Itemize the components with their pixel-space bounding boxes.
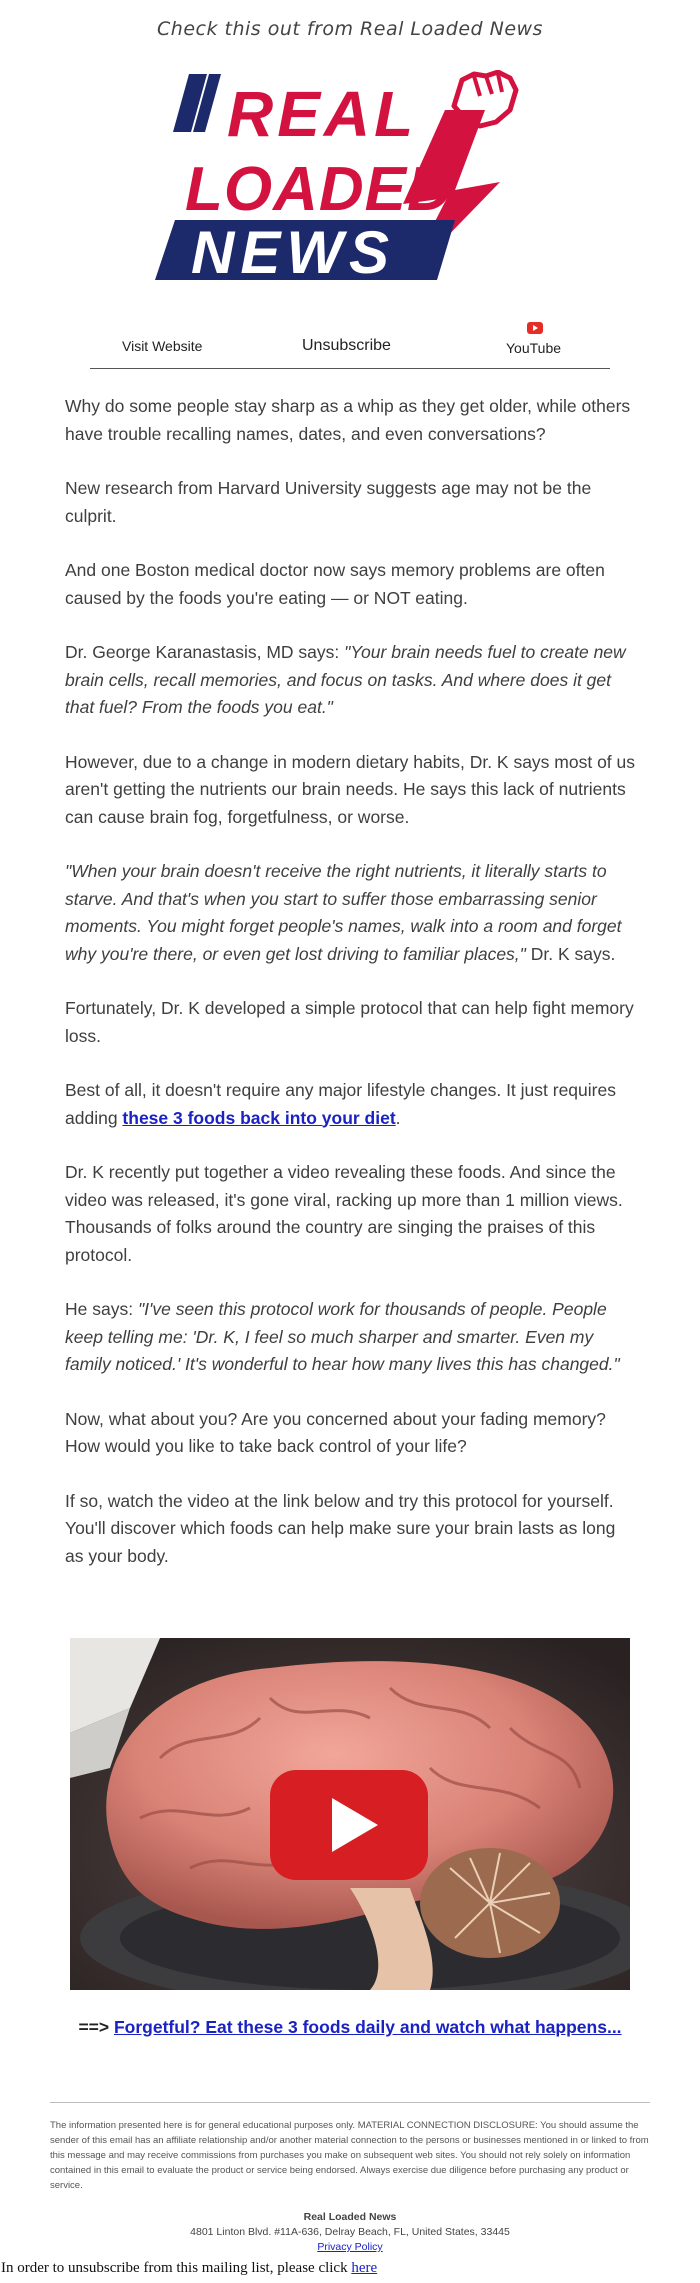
article-paragraph: And one Boston medical doctor now says memory problems are often caused by the foods you're eating — or NOT eating. xyxy=(65,560,605,608)
doctor-quote: "I've seen this protocol work for thousands of people. People keep telling me: 'Dr. K, I feel so much sharper and smarter. Even my family noticed.' It's wonderful to hear how many lives this has changed." xyxy=(65,1299,620,1374)
article-paragraph: Why do some people stay sharp as a whip as they get older, while others have trouble recalling names, dates, and even conversations? xyxy=(65,396,631,444)
youtube-icon[interactable] xyxy=(527,322,543,334)
logo-graphic xyxy=(155,70,535,290)
video-link[interactable]: Forgetful? Eat these 3 foods daily and watch what happens... xyxy=(113,2017,622,2037)
footer-divider xyxy=(50,2102,650,2103)
article-paragraph: Dr. K recently put together a video revealing these foods. And since the video was released, it's gone viral, racking up more than 1 million views. Thousands of folks around the country are singing the praises of this protocol. xyxy=(65,1162,623,1265)
company-name: Real Loaded News xyxy=(303,2211,397,2223)
article-paragraph xyxy=(65,1077,635,1132)
unsubscribe-link[interactable]: Unsubscribe xyxy=(302,337,391,354)
play-button-icon xyxy=(270,1770,428,1880)
video-cta xyxy=(65,2017,635,2038)
quote-attribution: Dr. George Karanastasis, MD says: xyxy=(65,642,345,662)
raised-fist-icon xyxy=(454,72,516,126)
article-paragraph: Now, what about you? Are you concerned about your fading memory? How would you like to take back control of your life? xyxy=(65,1408,606,1456)
article-body xyxy=(65,393,635,1597)
article-paragraph xyxy=(65,1296,635,1379)
doctor-quote: "Your brain needs fuel to create new brain cells, recall memories, and focus on tasks. And where does it get that fuel? From the foods you eat." xyxy=(65,642,626,717)
unsubscribe-here-link[interactable]: here xyxy=(351,2260,378,2276)
article-paragraph xyxy=(65,858,635,968)
header-nav xyxy=(90,310,610,369)
svg-text:NEWS: NEWS xyxy=(191,219,395,286)
brain-model-image xyxy=(70,1638,630,1990)
article-paragraph: If so, watch the video at the link below and try this protocol for yourself. You'll discover which foods can help make sure your brain lasts as long as your body. xyxy=(65,1490,616,1566)
email-tagline: Check this out from Real Loaded News xyxy=(157,18,543,40)
cta-arrow: ==> xyxy=(78,2017,114,2037)
company-address: 4801 Linton Blvd. #11A-636, Delray Beach, FL, United States, 33445 xyxy=(190,2226,510,2238)
disclosure-text: The information presented here is for general educational purposes only. MATERIAL CONNECTION DISCLOSURE: You should assume the sender of this email has an affiliate relationship and/or another material connection to the persons or businesses mentioned in or linked to from this message and may receive commissions from purchases you make on subsequent web sites. You should not rely solely on information contained in this email to evaluate the product or service being endorsed. Always exercise due diligence before purchasing any product or service. xyxy=(50,2120,649,2191)
article-paragraph: Fortunately, Dr. K developed a simple protocol that can help fight memory loss. xyxy=(65,998,634,1046)
article-paragraph: New research from Harvard University suggests age may not be the culprit. xyxy=(65,478,592,526)
paragraph-text: . xyxy=(395,1107,401,1128)
footer-address-block xyxy=(0,2210,700,2255)
real-loaded-news-logo[interactable] xyxy=(155,70,535,290)
unsubscribe-text: In order to unsubscribe from this mailing list, please click xyxy=(1,2260,352,2276)
paragraph-text: Best of all, it doesn't require any major lifestyle changes. It just requires adding xyxy=(65,1080,616,1128)
visit-website-link[interactable]: Visit Website xyxy=(122,338,203,354)
video-thumbnail[interactable] xyxy=(70,1638,630,1990)
three-foods-link[interactable]: these 3 foods back into your diet xyxy=(122,1107,396,1128)
quote-attribution: He says: xyxy=(65,1299,138,1319)
svg-text:REAL: REAL xyxy=(227,78,418,150)
doctor-quote: "When your brain doesn't receive the right nutrients, it literally starts to starve. And that's when you start to suffer those embarrassing senior moments. You might forget people's names, walk into a room and forget why you're there, or even get lost driving to familiar places," xyxy=(65,861,622,964)
unsubscribe-line xyxy=(1,2260,377,2277)
quote-attribution: Dr. K says. xyxy=(525,943,616,964)
privacy-policy-link[interactable]: Privacy Policy xyxy=(317,2241,383,2253)
article-paragraph: However, due to a change in modern dietary habits, Dr. K says most of us aren't getting the nutrients our brain needs. He says this lack of nutrients can cause brain fog, forgetfulness, or worse. xyxy=(65,751,636,827)
svg-text:LOADED: LOADED xyxy=(185,155,453,224)
article-paragraph xyxy=(65,639,635,722)
youtube-link[interactable]: YouTube xyxy=(506,340,562,356)
